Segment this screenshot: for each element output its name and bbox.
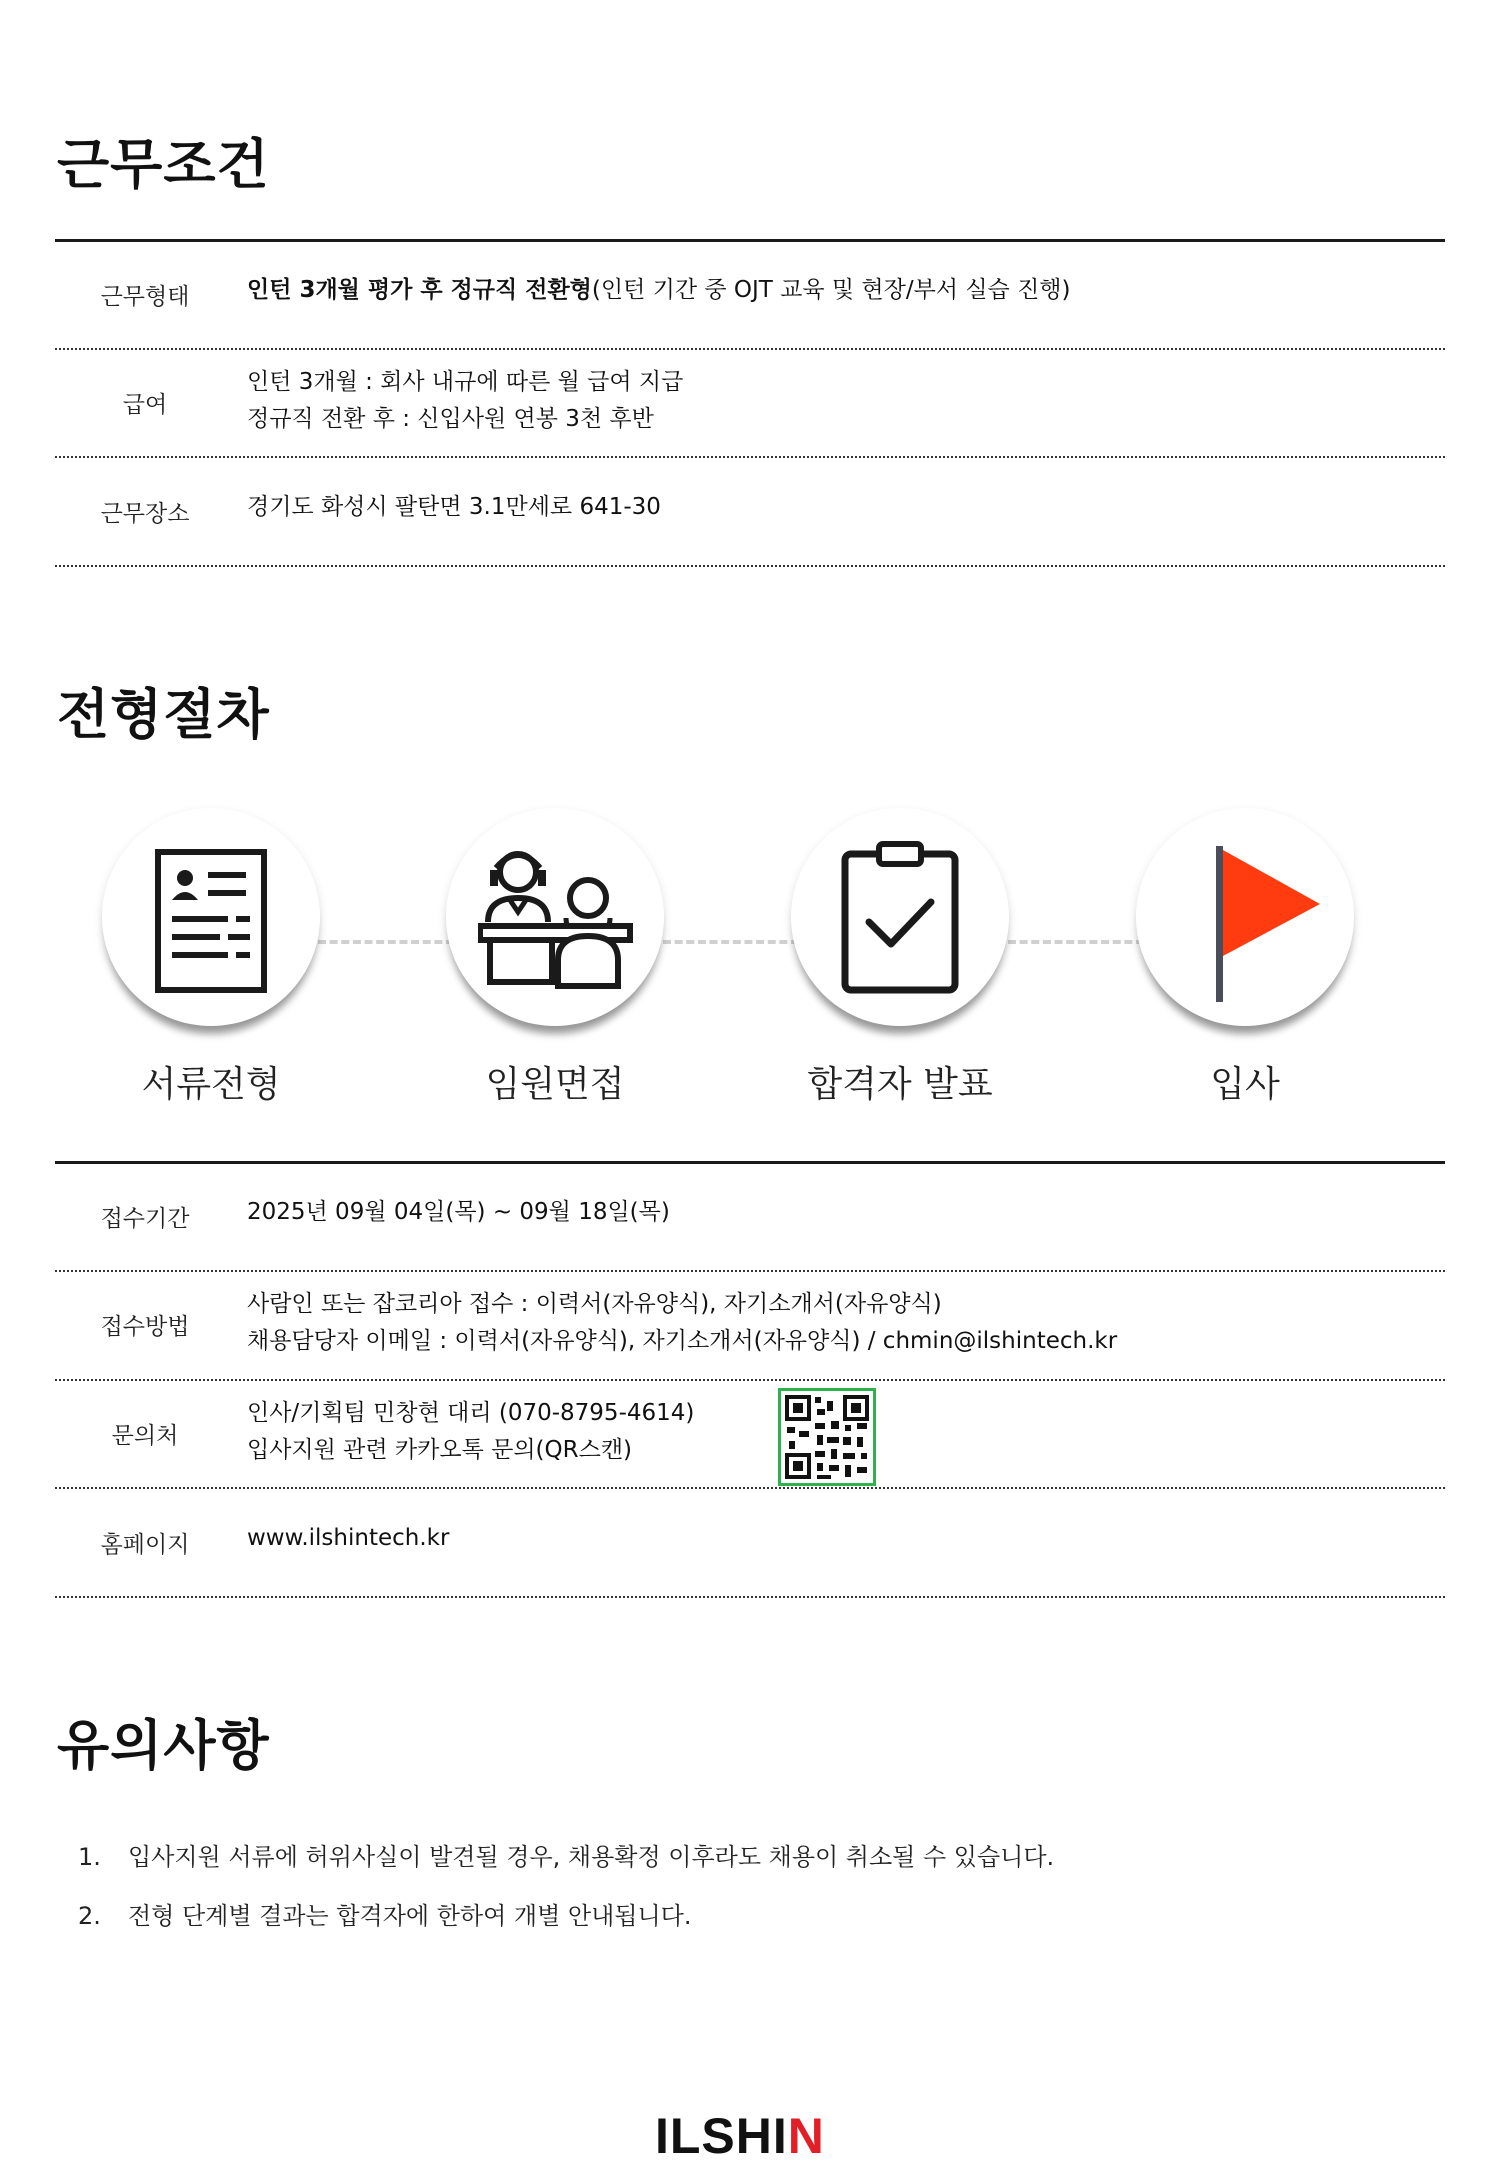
notice-item-1 [78, 1837, 1054, 1872]
salary-label: 급여 [122, 392, 168, 418]
interview-icon [478, 840, 634, 990]
location-value: 경기도 화성시 팔탄면 3.1만세로 641-30 [247, 494, 661, 520]
divider [55, 348, 1445, 350]
notice-text: 입사지원 서류에 허위사실이 발견될 경우, 채용확정 이후라도 채용이 취소될 수 있습니다. [128, 1843, 1055, 1871]
company-logo [655, 2107, 825, 2165]
salary-line-1: 인턴 3개월 : 회사 내규에 따른 월 급여 지급 [247, 369, 684, 395]
logo-accent: N [787, 2108, 825, 2164]
resume-document-icon [152, 846, 270, 996]
divider [55, 1379, 1445, 1381]
step-circle-join [1136, 808, 1354, 1026]
employment-type-rest: (인턴 기간 중 OJT 교육 및 현장/부서 실습 진행) [591, 277, 1071, 303]
step-circle-interview [446, 808, 664, 1026]
notice-item-2 [78, 1896, 691, 1931]
divider [55, 456, 1445, 458]
notice-text: 전형 단계별 결과는 합격자에 한하여 개별 안내됩니다. [128, 1902, 692, 1930]
step-connector [318, 940, 454, 944]
notice-number: 2. [78, 1902, 101, 1930]
divider [55, 1487, 1445, 1489]
notes-title: 유의사항 [57, 1714, 270, 1777]
work-conditions-title: 근무조건 [57, 133, 270, 196]
divider [55, 239, 1445, 242]
qr-code-icon [781, 1391, 873, 1483]
contact-line-1: 인사/기획팀 민창현 대리 (070-8795-4614) [247, 1400, 695, 1426]
employment-type-label: 근무형태 [100, 284, 190, 310]
logo-text: ILSHI [655, 2108, 788, 2164]
divider [55, 1161, 1445, 1164]
flag-icon [1212, 846, 1322, 1002]
employment-type-value [247, 272, 1070, 309]
clipboard-check-icon [839, 840, 961, 996]
homepage-link[interactable]: www.ilshintech.kr [247, 1525, 450, 1551]
notice-number: 1. [78, 1843, 101, 1871]
method-value [247, 1286, 1117, 1360]
step-label-interview: 임원면접 [485, 1064, 625, 1105]
step-connector [1008, 940, 1144, 944]
step-label-document: 서류전형 [141, 1064, 281, 1105]
salary-value [247, 364, 683, 438]
divider [55, 1596, 1445, 1598]
location-label: 근무장소 [100, 501, 190, 527]
period-value: 2025년 09월 04일(목) ~ 09월 18일(목) [247, 1199, 670, 1225]
divider [55, 1270, 1445, 1272]
employment-type-bold: 인턴 3개월 평가 후 정규직 전환형 [247, 277, 592, 303]
contact-line-2: 입사지원 관련 카카오톡 문의(QR스캔) [247, 1437, 633, 1463]
homepage-label: 홈페이지 [100, 1532, 190, 1558]
salary-line-2: 정규직 전환 후 : 신입사원 연봉 3천 후반 [247, 406, 654, 432]
step-circle-document [102, 808, 320, 1026]
step-connector [663, 940, 799, 944]
method-label: 접수방법 [100, 1314, 190, 1340]
method-line-2: 채용담당자 이메일 : 이력서(자유양식), 자기소개서(자유양식) / chmin@ilshintech.kr [247, 1328, 1118, 1354]
step-circle-result [791, 808, 1009, 1026]
step-label-join: 입사 [1210, 1064, 1280, 1105]
kakao-qr-code[interactable] [778, 1388, 876, 1486]
period-label: 접수기간 [100, 1206, 190, 1232]
process-title: 전형절차 [57, 683, 270, 746]
contact-label: 문의처 [111, 1423, 179, 1449]
step-label-result: 합격자 발표 [807, 1064, 993, 1105]
contact-value [247, 1395, 694, 1469]
method-line-1: 사람인 또는 잡코리아 접수 : 이력서(자유양식), 자기소개서(자유양식) [247, 1291, 942, 1317]
divider [55, 565, 1445, 567]
